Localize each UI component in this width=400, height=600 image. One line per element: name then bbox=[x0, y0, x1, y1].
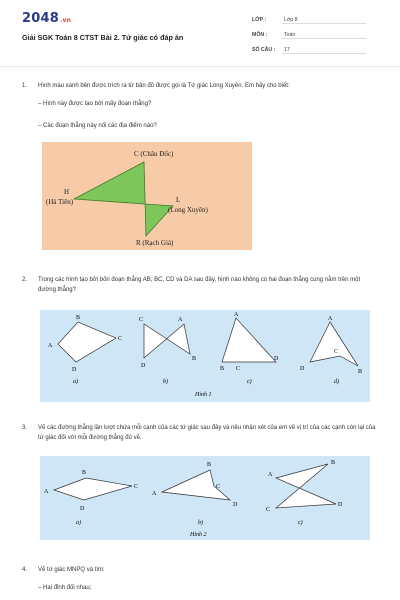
meta-count: SỐ CÂU : 17 bbox=[252, 47, 366, 54]
document-title: Giải SGK Toán 8 CTST Bài 2. Tứ giác có đáp án bbox=[22, 33, 184, 42]
svg-text:B: B bbox=[192, 356, 197, 362]
svg-text:A: A bbox=[48, 343, 53, 349]
question-number: 3. bbox=[22, 425, 28, 431]
question-text: Vẽ các đường thẳng lần lượt chứa mỗi cạnh của các tứ giác sau đây và nêu nhận xét của em về vị trí của các cạnh còn lại của tứ giác đối với mỗi đường thẳng đó vẽ. bbox=[38, 425, 376, 441]
svg-text:C: C bbox=[139, 317, 144, 323]
sub-label-b: b) bbox=[163, 379, 168, 385]
logo-suffix: .vn bbox=[59, 17, 72, 24]
svg-text:C: C bbox=[216, 484, 221, 490]
sub-label-b: b) bbox=[198, 520, 203, 526]
svg-text:A: A bbox=[234, 312, 239, 318]
figure-1 bbox=[40, 310, 370, 402]
sub-label-a: a) bbox=[76, 520, 81, 526]
question-1-line-1: – Hình này được tạo bởi mấy đoạn thẳng? bbox=[38, 101, 152, 107]
svg-text:A: A bbox=[268, 472, 273, 478]
question-number: 1. bbox=[22, 83, 28, 89]
figure-caption: Hình 2 bbox=[190, 532, 207, 538]
svg-text:B: B bbox=[82, 470, 87, 476]
question-1-line-2: – Các đoạn thẳng này nối các địa điểm nào? bbox=[38, 123, 157, 129]
label-bottom: R (Rạch Giá) bbox=[136, 239, 174, 247]
logo-text: 2048 bbox=[22, 11, 59, 26]
map-figure bbox=[42, 142, 252, 250]
question-text: Vẽ tứ giác MNPQ và tìm: bbox=[38, 567, 105, 573]
svg-text:C: C bbox=[334, 349, 339, 355]
sub-label-a: a) bbox=[73, 379, 78, 385]
svg-text:D: D bbox=[72, 367, 77, 373]
sub-label-c: c) bbox=[247, 379, 252, 385]
svg-text:B: B bbox=[358, 369, 363, 375]
question-number: 4. bbox=[22, 567, 28, 573]
svg-text:D: D bbox=[233, 502, 238, 508]
svg-text:A: A bbox=[328, 316, 333, 322]
sub-label-c: c) bbox=[298, 520, 303, 526]
site-logo[interactable] bbox=[22, 11, 71, 26]
svg-text:B: B bbox=[76, 315, 81, 321]
svg-text:A: A bbox=[178, 317, 183, 323]
question-number: 2. bbox=[22, 277, 28, 283]
svg-text:D: D bbox=[274, 356, 279, 362]
label-left-letter: H bbox=[64, 188, 70, 196]
meta-subject: MÔN : Toán bbox=[252, 32, 366, 39]
label-right-name: (Long Xuyên) bbox=[168, 206, 208, 214]
label-left-name: (Hà Tiên) bbox=[46, 198, 74, 206]
label-top: C (Châu Đốc) bbox=[134, 150, 174, 158]
svg-text:C: C bbox=[134, 484, 139, 490]
label-right-letter: L bbox=[176, 196, 181, 204]
svg-text:C: C bbox=[118, 336, 123, 342]
meta-grade: LỚP : Lớp 8 bbox=[252, 17, 366, 24]
svg-text:B: B bbox=[220, 366, 225, 372]
svg-text:C: C bbox=[266, 507, 271, 513]
sub-label-d: d) bbox=[334, 379, 339, 385]
svg-text:B: B bbox=[207, 462, 212, 468]
question-4-line-1: – Hai đỉnh đối nhau; bbox=[38, 585, 92, 591]
svg-text:D: D bbox=[80, 506, 85, 512]
svg-text:D: D bbox=[338, 502, 343, 508]
svg-text:A: A bbox=[44, 489, 49, 495]
svg-text:B: B bbox=[331, 460, 336, 466]
svg-text:D: D bbox=[141, 363, 146, 369]
svg-text:D: D bbox=[300, 366, 305, 372]
header bbox=[0, 0, 400, 67]
question-text: Trong các hình tạo bởi bốn đoạn thẳng AB, BC, CD và DA sau đây, hình nào không có hai đoạn thẳng cùng nằm trên một đường thẳng? bbox=[38, 277, 361, 293]
question-text: Hình màu xanh bên được trích ra từ bản đồ được gọi là Tứ giác Long Xuyên. Em hãy cho biết: bbox=[38, 83, 290, 89]
question-1 bbox=[0, 82, 400, 102]
svg-text:A: A bbox=[152, 491, 157, 497]
svg-text:C: C bbox=[236, 366, 241, 372]
figure-2 bbox=[40, 456, 370, 540]
figure-caption: Hình 1 bbox=[195, 392, 212, 398]
